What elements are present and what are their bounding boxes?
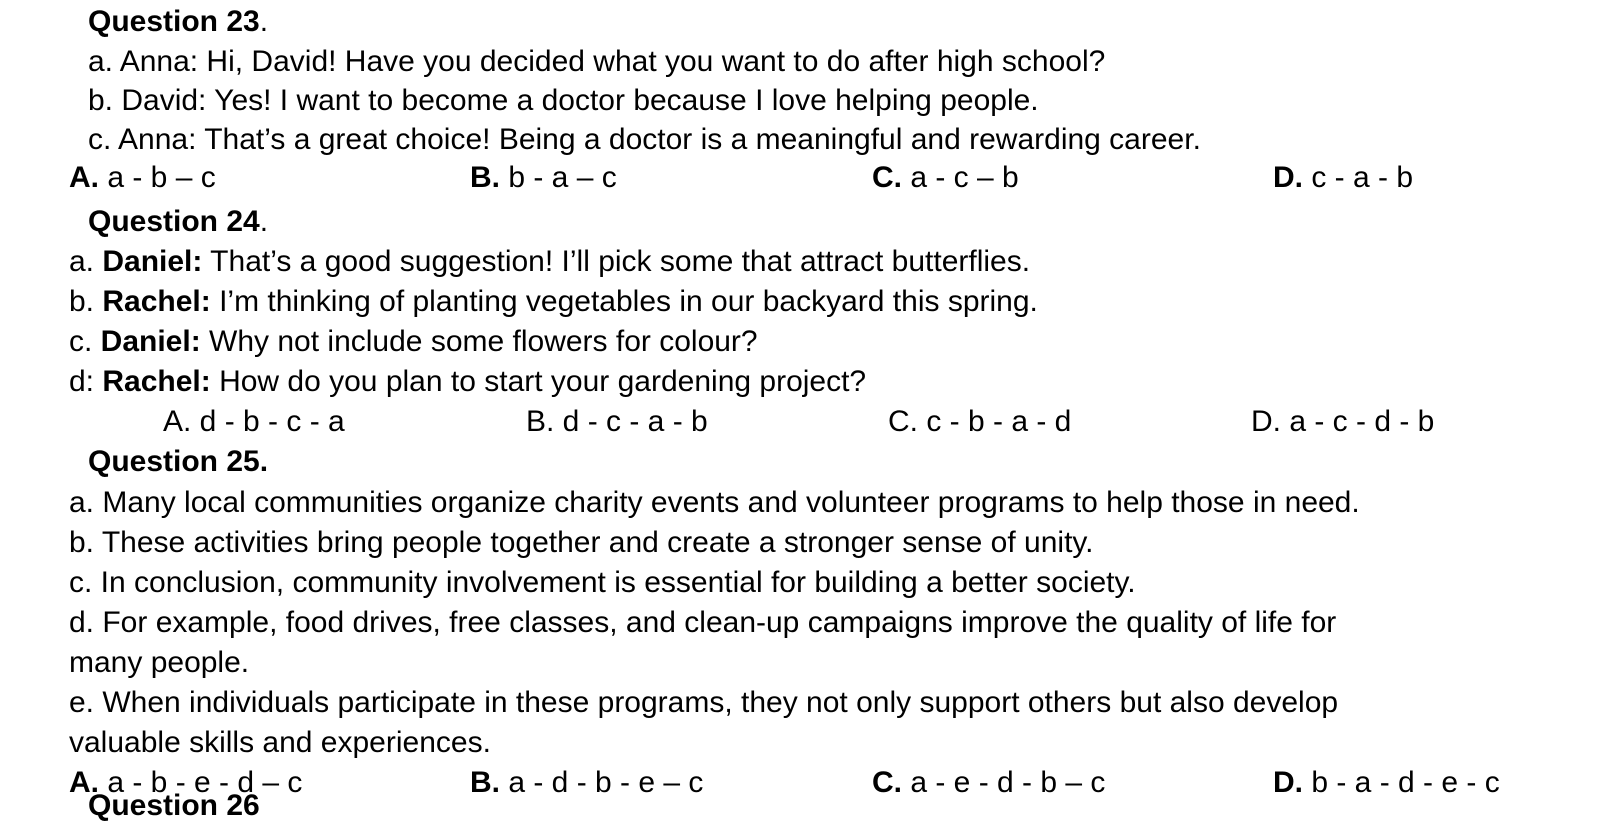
- question-24-line-b: [69, 282, 1038, 322]
- question-23-options: [0, 158, 1622, 198]
- question-25-option-d[interactable]: [1273, 763, 1500, 803]
- option-text: a - e - d - b – c: [902, 766, 1106, 799]
- question-23-option-a[interactable]: [69, 158, 216, 198]
- option-text: a - d - b - e – c: [500, 766, 704, 799]
- question-26-title-partial: Question 26: [88, 789, 260, 822]
- option-letter: D.: [1273, 161, 1303, 194]
- question-25-line-e: e. When individuals participate in these programs, they not only support others but also develop: [69, 686, 1339, 719]
- option-letter: C.: [872, 766, 902, 799]
- question-24-options: [0, 402, 1622, 442]
- speaker-name: Daniel:: [102, 245, 203, 278]
- question-24-line-d: [69, 362, 866, 402]
- speaker-name: Rachel:: [102, 285, 211, 318]
- question-25-option-b[interactable]: [470, 763, 703, 803]
- question-23-title-suffix: .: [259, 5, 269, 38]
- question-24-line-c: [69, 322, 758, 362]
- question-23-line-c: c. Anna: That’s a great choice! Being a doctor is a meaningful and rewarding career.: [88, 123, 1201, 156]
- option-text: a - b - e - d – c: [99, 766, 303, 799]
- line-prefix: a.: [69, 245, 103, 278]
- question-24-line-a: [69, 242, 1030, 282]
- question-24-option-b[interactable]: B. d - c - a - b: [526, 405, 708, 438]
- question-25-title: Question 25.: [88, 445, 269, 478]
- question-25-line-d-cont: many people.: [69, 646, 250, 679]
- question-25-option-c[interactable]: [872, 763, 1105, 803]
- option-text: c - a - b: [1303, 161, 1414, 194]
- speaker-name: Rachel:: [102, 365, 211, 398]
- option-letter: D.: [1273, 766, 1303, 799]
- question-23-option-c[interactable]: [872, 158, 1019, 198]
- option-letter: B.: [470, 161, 500, 194]
- question-23-line-a: a. Anna: Hi, David! Have you decided what you want to do after high school?: [88, 45, 1106, 78]
- option-text: a - c – b: [902, 161, 1019, 194]
- question-24-option-d[interactable]: D. a - c - d - b: [1251, 405, 1435, 438]
- question-24-title-suffix: .: [259, 205, 269, 238]
- question-23-option-d[interactable]: [1273, 158, 1413, 198]
- line-prefix: c.: [69, 325, 101, 358]
- speaker-name: Daniel:: [100, 325, 201, 358]
- option-letter: A.: [69, 766, 99, 799]
- option-text: b - a - d - e - c: [1303, 766, 1500, 799]
- line-text: How do you plan to start your gardening project?: [210, 365, 867, 398]
- question-24-title: [88, 202, 268, 242]
- option-text: b - a – c: [500, 161, 617, 194]
- question-23-line-b: b. David: Yes! I want to become a doctor because I love helping people.: [88, 84, 1039, 117]
- question-25-line-d: d. For example, food drives, free classes, and clean-up campaigns improve the quality of life for: [69, 606, 1337, 639]
- question-25-line-a: a. Many local communities organize charity events and volunteer programs to help those in need.: [69, 486, 1360, 519]
- line-text: Why not include some flowers for colour?: [200, 325, 758, 358]
- question-24-title-text: Question 24: [88, 205, 260, 238]
- question-24-option-c[interactable]: C. c - b - a - d: [888, 405, 1072, 438]
- question-25-line-b: b. These activities bring people together and create a stronger sense of unity.: [69, 526, 1094, 559]
- question-23-title-text: Question 23: [88, 5, 260, 38]
- question-23-option-b[interactable]: [470, 158, 617, 198]
- question-23-title: [88, 2, 268, 42]
- line-text: That’s a good suggestion! I’ll pick some that attract butterflies.: [202, 245, 1031, 278]
- option-letter: A.: [69, 161, 99, 194]
- option-text: a - b – c: [99, 161, 216, 194]
- question-24-option-a[interactable]: A. d - b - c - a: [163, 405, 345, 438]
- option-letter: C.: [872, 161, 902, 194]
- line-prefix: b.: [69, 285, 103, 318]
- question-25-line-c: c. In conclusion, community involvement is essential for building a better society.: [69, 566, 1136, 599]
- line-text: I’m thinking of planting vegetables in our backyard this spring.: [210, 285, 1038, 318]
- line-prefix: d:: [69, 365, 103, 398]
- option-letter: B.: [470, 766, 500, 799]
- question-25-line-e-cont: valuable skills and experiences.: [69, 726, 491, 759]
